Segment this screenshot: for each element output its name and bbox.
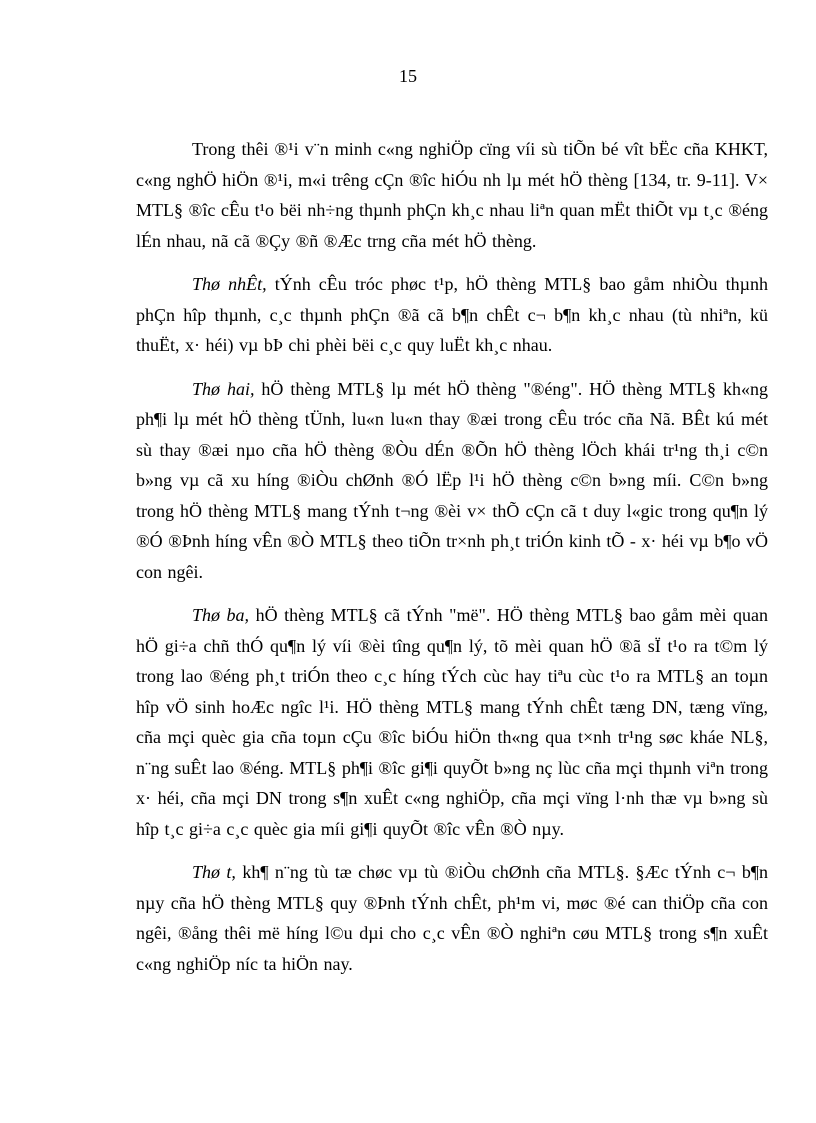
paragraph-first [136,269,768,361]
paragraph-lead: Thø hai, [192,378,255,399]
body-text [136,134,768,992]
paragraph-lead: Thø nhÊt, [192,274,267,294]
paragraph-fourth [136,857,768,979]
paragraph-text: hÖ thèng MTL§ cã tÝnh "më". HÖ thèng MTL§ bao gåm mèi quan hÖ gi÷a chñ thÓ qu¶n lý víi ®èi tîng qu¶n lý, tõ mèi quan hÖ ®ã sÏ t¹o ra t©m lý trong lao ®éng ph¸t triÓn theo c¸c híng tÝch cùc hay tiªu cùc t¹o ra MTL§ an toµn hîp vÖ sinh hoÆc ngîc l¹i. HÖ thèng MTL§ mang tÝnh chÊt tæng DN, tæng vïng, cña mçi quèc gia cña toµn cÇu ®îc biÓu hiÖn th«ng qua t×nh tr¹ng søc kháe NL§, n¨ng suÊt lao ®éng. MTL§ ph¶i ®îc gi¶i quyÕt b»ng nç lùc cña mçi thµnh viªn trong x· héi, cña mçi DN trong s¶n xuÊt c«ng nghiÖp, cña mçi vïng l·nh thæ vµ b»ng sù hîp t¸c gi÷a c¸c quèc gia míi gi¶i quyÕt ®îc vÊn ®Ò nµy. [136,605,769,839]
paragraph-text: hÖ thèng MTL§ lµ mét hÖ thèng "®éng". HÖ thèng MTL§ kh«ng ph¶i lµ mét hÖ thèng tÜnh, lu«n lu«n thay ®æi trong cÊu tróc cña Nã. BÊt kú mét sù thay ®æi nµo cña hÖ thèng ®Òu dÉn ®Õn hÖ thèng lÖch khái tr¹ng th¸i c©n b»ng vµ cã xu híng ®iÒu chØnh ®Ó lËp l¹i hÖ thèng c©n b»ng míi. C©n b»ng trong hÖ thèng MTL§ mang tÝnh t¬ng ®èi v× thÕ cÇn cã t duy l«gic trong qu¶n lý ®Ó ®Þnh híng vÊn ®Ò MTL§ theo tiÕn tr×nh ph¸t triÓn kinh tÕ - x· héi vµ b¶o vÖ con ngêi. [136,378,769,582]
paragraph-intro [136,134,768,256]
paragraph-lead: Thø ba, [192,605,250,625]
paragraph-lead: Thø t, [192,862,236,882]
paragraph-text: tÝnh cÊu tróc phøc t¹p, hÖ thèng MTL§ bao gåm nhiÒu thµnh phÇn hîp thµnh, c¸c thµnh phÇn ®ã cã b¶n chÊt c¬ b¶n kh¸c nhau (tù nhiªn, kü thuËt, x· héi) vµ bÞ chi phèi bëi c¸c quy luËt kh¸c nhau. [136,274,768,355]
paragraph-second [136,374,768,588]
paragraph-text: Trong thêi ®¹i v¨n minh c«ng nghiÖp cïng víi sù tiÕn bé vît bËc cña KHKT, c«ng nghÖ hiÖn ®¹i, m«i trêng cÇn ®îc hiÓu nh lµ mét hÖ thèng [134, tr. 9-11]. V× MTL§ ®îc cÊu t¹o bëi nh÷ng thµnh phÇn kh¸c nhau liªn quan mËt thiÕt vµ t¸c ®éng lÉn nhau, nã cã ®Çy ®ñ ®Æc trng cña mét hÖ thèng. [136,139,768,251]
paragraph-text: kh¶ n¨ng tù tæ chøc vµ tù ®iÒu chØnh cña MTL§. §Æc tÝnh c¬ b¶n nµy cña hÖ thèng MTL§ quy ®Þnh tÝnh chÊt, ph¹m vi, møc ®é can thiÖp cña con ngêi, ®ång thêi më híng l©u dµi cho c¸c vÊn ®Ò nghiªn cøu MTL§ trong s¶n xuÊt c«ng nghiÖp níc ta hiÖn nay. [136,862,768,974]
paragraph-third [136,600,768,844]
page-number: 15 [399,66,417,86]
